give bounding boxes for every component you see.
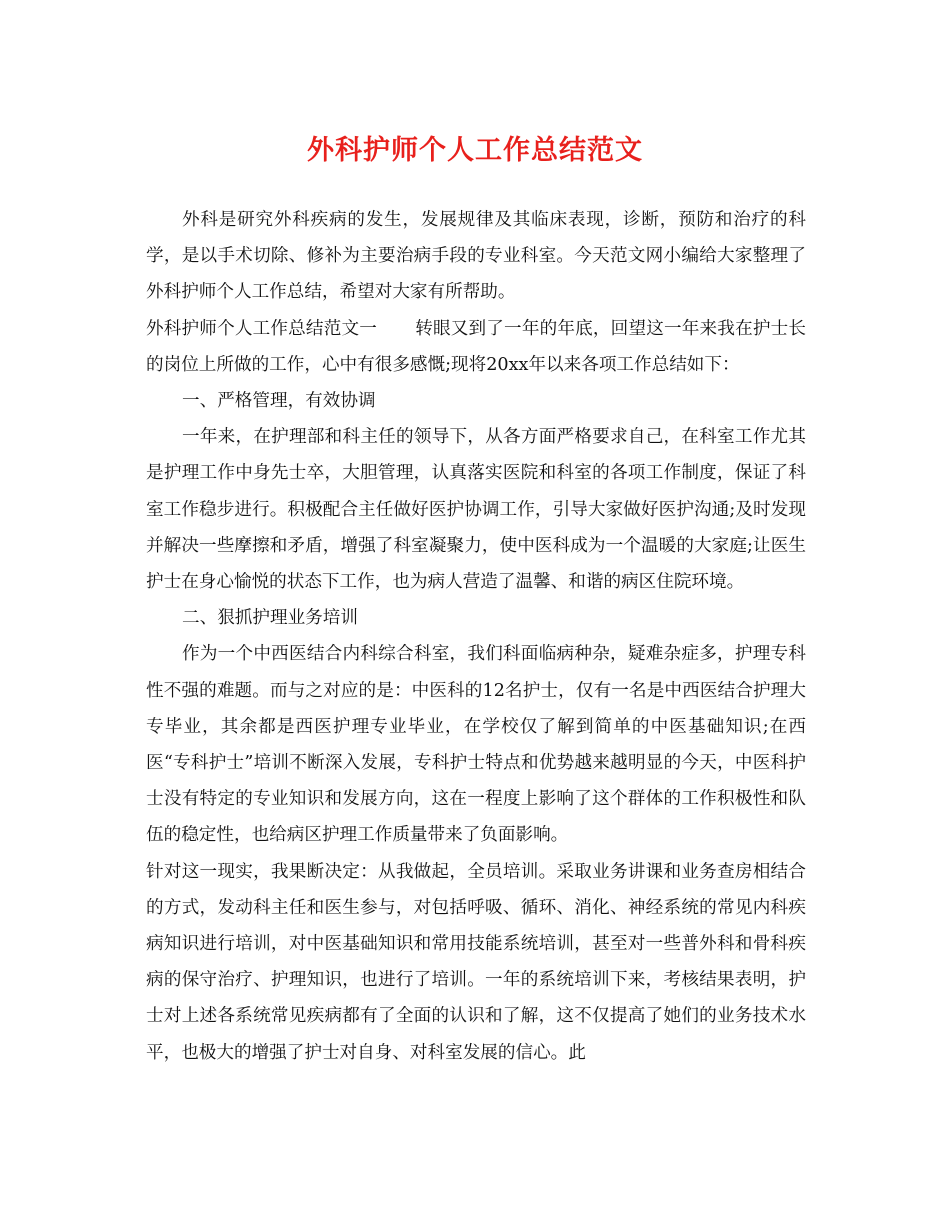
heading-nursing-training: 二、狠抓护理业务培训 [182,608,358,629]
paragraph-intro: 外科是研究外科疾病的发生，发展规律及其临床表现，诊断，预防和治疗的科学，是以手术切除、修补为主要治病手段的专业科室。今天范文网小编给大家整理了外科护师个人工作总结，希望对大家有所帮助。 [146,210,806,303]
paragraph-training-action: 针对这一现实，我果断决定：从我做起，全员培训。采取业务讲课和业务查房相结合的方式，发动科主任和医生参与，对包括呼吸、循环、消化、神经系统的常见内科疾病知识进行培训，对中医基础知识和常用技能系统培训，甚至对一些普外科和骨科疾病的保守治疗、护理知识，也进行了培训。一年的系统培训下来，考核结果表明，护士对上述各系统常见疾病都有了全面的认识和了解，这不仅提高了她们的业务技术水平，也极大的增强了护士对自身、对科室发展的信心。此 [146,861,806,1063]
section-lead-title: 外科护师个人工作总结范文一 [146,318,378,339]
paragraph-section-one-intro [146,311,806,383]
document-body [146,202,806,1071]
document-title: 外科护师个人工作总结范文 [307,135,643,166]
paragraph-management: 一年来，在护理部和科主任的领导下，从各方面严格要求自己，在科室工作尤其是护理工作中身先士卒，大胆管理，认真落实医院和科室的各项工作制度，保证了科室工作稳步进行。积极配合主任做好医护协调工作，引导大家做好医护沟通;及时发现并解决一些摩擦和矛盾，增强了科室凝聚力，使中医科成为一个温暖的大家庭;让医生护士在身心愉悦的状态下工作，也为病人营造了温馨、和谐的病区住院环境。 [146,427,806,593]
paragraph-training-challenge: 作为一个中西医结合内科综合科室，我们科面临病种杂，疑难杂症多，护理专科性不强的难题。而与之对应的是：中医科的12名护士，仅有一名是中西医结合护理大专毕业，其余都是西医护理专业毕业，在学校仅了解到简单的中医基础知识;在西医“专科护士”培训不断深入发展，专科护士特点和优势越来越明显的今天，中医科护士没有特定的专业知识和发展方向，这在一程度上影响了这个群体的工作积极性和队伍的稳定性，也给病区护理工作质量带来了负面影响。 [146,644,806,846]
section-lead-text: 转眼又到了一年的年底，回望这一年来我在护士长的岗位上所做的工作，心中有很多感慨;现将20xx年以来各项工作总结如下： [146,318,806,375]
heading-strict-management: 一、严格管理，有效协调 [182,391,376,412]
